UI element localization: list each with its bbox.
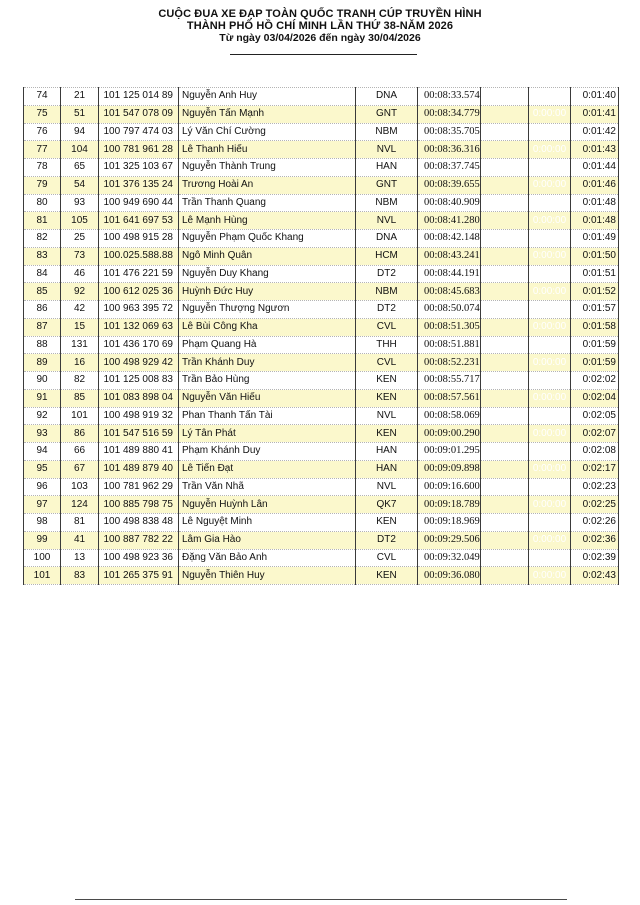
rider-name-cell: Trần Bảo Hùng <box>179 372 356 390</box>
blank-cell <box>481 460 529 478</box>
gap-cell: 0:01:49 <box>571 230 619 248</box>
blank-cell <box>481 194 529 212</box>
team-code-cell: NVL <box>356 212 418 230</box>
hidden-time-cell: 0:00:00 <box>529 301 571 319</box>
uci-id-cell: 101 489 879 40 <box>99 460 179 478</box>
blank-cell <box>481 354 529 372</box>
blank-cell <box>481 336 529 354</box>
time-cell: 00:09:09.898 <box>418 460 481 478</box>
bib-number-cell: 83 <box>61 567 99 585</box>
bib-number-cell: 104 <box>61 141 99 159</box>
hidden-time-cell: 0:00:00 <box>529 283 571 301</box>
blank-cell <box>481 425 529 443</box>
team-code-cell: CVL <box>356 549 418 567</box>
rank-cell: 78 <box>24 159 61 177</box>
rider-name-cell: Nguyễn Anh Huy <box>179 88 356 106</box>
table-row <box>24 230 619 248</box>
team-code-cell: DT2 <box>356 531 418 549</box>
time-cell: 00:08:36.316 <box>418 141 481 159</box>
hidden-time-cell: 0:00:00 <box>529 247 571 265</box>
blank-cell <box>481 123 529 141</box>
time-cell: 00:08:58.069 <box>418 407 481 425</box>
gap-cell: 0:02:05 <box>571 407 619 425</box>
hidden-time-cell: 0:00:00 <box>529 443 571 461</box>
bib-number-cell: 92 <box>61 283 99 301</box>
blank-cell <box>481 549 529 567</box>
uci-id-cell: 101 641 697 53 <box>99 212 179 230</box>
gap-cell: 0:01:48 <box>571 212 619 230</box>
gap-cell: 0:01:51 <box>571 265 619 283</box>
bib-number-cell: 16 <box>61 354 99 372</box>
gap-cell: 0:02:04 <box>571 389 619 407</box>
time-cell: 00:08:41.280 <box>418 212 481 230</box>
rider-name-cell: Nguyễn Tấn Mạnh <box>179 105 356 123</box>
hidden-time-cell: 0:00:00 <box>529 567 571 585</box>
blank-cell <box>481 514 529 532</box>
rider-name-cell: Lê Bùi Công Kha <box>179 318 356 336</box>
team-code-cell: NVL <box>356 478 418 496</box>
time-cell: 00:08:39.655 <box>418 176 481 194</box>
rank-cell: 90 <box>24 372 61 390</box>
gap-cell: 0:01:58 <box>571 318 619 336</box>
time-cell: 00:08:45.683 <box>418 283 481 301</box>
team-code-cell: KEN <box>356 514 418 532</box>
team-code-cell: GNT <box>356 105 418 123</box>
rider-name-cell: Ngô Minh Quân <box>179 247 356 265</box>
blank-cell <box>481 176 529 194</box>
results-table <box>23 87 619 585</box>
table-row <box>24 176 619 194</box>
uci-id-cell: 101 125 014 89 <box>99 88 179 106</box>
uci-id-cell: 100 887 782 22 <box>99 531 179 549</box>
table-row <box>24 336 619 354</box>
gap-cell: 0:02:26 <box>571 514 619 532</box>
title-line-1: CUỘC ĐUA XE ĐẠP TOÀN QUỐC TRANH CÚP TRUYỀN HÌNH <box>158 8 482 20</box>
blank-cell <box>481 301 529 319</box>
team-code-cell: NBM <box>356 283 418 301</box>
time-cell: 00:08:42.148 <box>418 230 481 248</box>
rank-cell: 88 <box>24 336 61 354</box>
bib-number-cell: 25 <box>61 230 99 248</box>
table-row <box>24 88 619 106</box>
gap-cell: 0:02:23 <box>571 478 619 496</box>
uci-id-cell: 101 132 069 63 <box>99 318 179 336</box>
rank-cell: 76 <box>24 123 61 141</box>
team-code-cell: CVL <box>356 318 418 336</box>
rank-cell: 81 <box>24 212 61 230</box>
table-row <box>24 496 619 514</box>
gap-cell: 0:01:44 <box>571 159 619 177</box>
team-code-cell: NVL <box>356 141 418 159</box>
hidden-time-cell: 0:00:00 <box>529 496 571 514</box>
uci-id-cell: 100 949 690 44 <box>99 194 179 212</box>
gap-cell: 0:01:52 <box>571 283 619 301</box>
uci-id-cell: 100 498 923 36 <box>99 549 179 567</box>
bib-number-cell: 86 <box>61 425 99 443</box>
bib-number-cell: 46 <box>61 265 99 283</box>
hidden-time-cell: 0:00:00 <box>529 318 571 336</box>
bib-number-cell: 105 <box>61 212 99 230</box>
bib-number-cell: 131 <box>61 336 99 354</box>
rank-cell: 96 <box>24 478 61 496</box>
blank-cell <box>481 531 529 549</box>
blank-cell <box>481 372 529 390</box>
table-row <box>24 478 619 496</box>
blank-cell <box>481 318 529 336</box>
time-cell: 00:09:16.600 <box>418 478 481 496</box>
uci-id-cell: 101 547 516 59 <box>99 425 179 443</box>
rank-cell: 80 <box>24 194 61 212</box>
blank-cell <box>481 230 529 248</box>
time-cell: 00:09:01.295 <box>418 443 481 461</box>
blank-cell <box>481 265 529 283</box>
hidden-time-cell: 0:00:00 <box>529 123 571 141</box>
table-row <box>24 141 619 159</box>
table-row <box>24 460 619 478</box>
rank-cell: 85 <box>24 283 61 301</box>
gap-cell: 0:02:36 <box>571 531 619 549</box>
time-cell: 00:08:37.745 <box>418 159 481 177</box>
rank-cell: 95 <box>24 460 61 478</box>
bib-number-cell: 15 <box>61 318 99 336</box>
team-code-cell: GNT <box>356 176 418 194</box>
blank-cell <box>481 496 529 514</box>
gap-cell: 0:01:46 <box>571 176 619 194</box>
blank-cell <box>481 212 529 230</box>
table-row <box>24 105 619 123</box>
table-row <box>24 443 619 461</box>
team-code-cell: KEN <box>356 425 418 443</box>
rider-name-cell: Lê Thanh Hiếu <box>179 141 356 159</box>
gap-cell: 0:01:57 <box>571 301 619 319</box>
results-table-wrapper <box>23 87 618 585</box>
team-code-cell: THH <box>356 336 418 354</box>
rider-name-cell: Trần Thanh Quang <box>179 194 356 212</box>
team-code-cell: DNA <box>356 230 418 248</box>
rank-cell: 92 <box>24 407 61 425</box>
rider-name-cell: Lê Mạnh Hùng <box>179 212 356 230</box>
hidden-time-cell: 0:00:00 <box>529 389 571 407</box>
hidden-time-cell: 0:00:00 <box>529 514 571 532</box>
bib-number-cell: 103 <box>61 478 99 496</box>
table-row <box>24 318 619 336</box>
title-line-2: THÀNH PHỐ HỒ CHÍ MINH LẦN THỨ 38-NĂM 2026 <box>186 20 454 32</box>
hidden-time-cell: 0:00:00 <box>529 212 571 230</box>
rider-name-cell: Nguyễn Văn Hiếu <box>179 389 356 407</box>
gap-cell: 0:02:25 <box>571 496 619 514</box>
time-cell: 00:08:40.909 <box>418 194 481 212</box>
gap-cell: 0:01:59 <box>571 336 619 354</box>
time-cell: 00:08:44.191 <box>418 265 481 283</box>
team-code-cell: CVL <box>356 354 418 372</box>
blank-cell <box>481 247 529 265</box>
bib-number-cell: 81 <box>61 514 99 532</box>
uci-id-cell: 101 489 880 41 <box>99 443 179 461</box>
team-code-cell: NBM <box>356 194 418 212</box>
team-code-cell: HAN <box>356 460 418 478</box>
uci-id-cell: 100.025.588.88 <box>99 247 179 265</box>
table-row <box>24 212 619 230</box>
results-tbody <box>24 88 619 585</box>
table-row <box>24 159 619 177</box>
bib-number-cell: 54 <box>61 176 99 194</box>
gap-cell: 0:02:43 <box>571 567 619 585</box>
gap-cell: 0:01:41 <box>571 105 619 123</box>
rank-cell: 89 <box>24 354 61 372</box>
uci-id-cell: 101 325 103 67 <box>99 159 179 177</box>
gap-cell: 0:02:08 <box>571 443 619 461</box>
bib-number-cell: 73 <box>61 247 99 265</box>
team-code-cell: DT2 <box>356 301 418 319</box>
team-code-cell: DT2 <box>356 265 418 283</box>
table-row <box>24 514 619 532</box>
uci-id-cell: 100 963 395 72 <box>99 301 179 319</box>
blank-cell <box>481 141 529 159</box>
rank-cell: 74 <box>24 88 61 106</box>
hidden-time-cell: 0:00:00 <box>529 460 571 478</box>
rider-name-cell: Phạm Khánh Duy <box>179 443 356 461</box>
blank-cell <box>481 443 529 461</box>
rank-cell: 75 <box>24 105 61 123</box>
header-divider-line <box>230 54 417 55</box>
uci-id-cell: 101 376 135 24 <box>99 176 179 194</box>
time-cell: 00:08:51.881 <box>418 336 481 354</box>
blank-cell <box>481 159 529 177</box>
uci-id-cell: 101 083 898 04 <box>99 389 179 407</box>
table-row <box>24 407 619 425</box>
uci-id-cell: 100 498 838 48 <box>99 514 179 532</box>
rider-name-cell: Trần Văn Nhã <box>179 478 356 496</box>
table-row <box>24 567 619 585</box>
rank-cell: 100 <box>24 549 61 567</box>
table-row <box>24 372 619 390</box>
rider-name-cell: Trần Khánh Duy <box>179 354 356 372</box>
hidden-time-cell: 0:00:00 <box>529 141 571 159</box>
footer-divider-line <box>75 899 567 900</box>
team-code-cell: KEN <box>356 372 418 390</box>
gap-cell: 0:01:48 <box>571 194 619 212</box>
bib-number-cell: 82 <box>61 372 99 390</box>
rider-name-cell: Nguyễn Huỳnh Lân <box>179 496 356 514</box>
hidden-time-cell: 0:00:00 <box>529 265 571 283</box>
uci-id-cell: 100 781 962 29 <box>99 478 179 496</box>
bib-number-cell: 93 <box>61 194 99 212</box>
blank-cell <box>481 283 529 301</box>
bib-number-cell: 51 <box>61 105 99 123</box>
document-header <box>0 8 640 44</box>
time-cell: 00:08:55.717 <box>418 372 481 390</box>
bib-number-cell: 21 <box>61 88 99 106</box>
table-row <box>24 389 619 407</box>
uci-id-cell: 101 265 375 91 <box>99 567 179 585</box>
hidden-time-cell: 0:00:00 <box>529 336 571 354</box>
rider-name-cell: Nguyễn Thượng Ngươn <box>179 301 356 319</box>
bib-number-cell: 94 <box>61 123 99 141</box>
rider-name-cell: Nguyễn Phạm Quốc Khang <box>179 230 356 248</box>
uci-id-cell: 100 498 915 28 <box>99 230 179 248</box>
time-cell: 00:08:51.305 <box>418 318 481 336</box>
blank-cell <box>481 389 529 407</box>
rank-cell: 83 <box>24 247 61 265</box>
bib-number-cell: 66 <box>61 443 99 461</box>
hidden-time-cell: 0:00:00 <box>529 159 571 177</box>
bib-number-cell: 65 <box>61 159 99 177</box>
team-code-cell: NVL <box>356 407 418 425</box>
table-row <box>24 265 619 283</box>
rank-cell: 93 <box>24 425 61 443</box>
time-cell: 00:08:50.074 <box>418 301 481 319</box>
rider-name-cell: Nguyễn Thiên Huy <box>179 567 356 585</box>
table-row <box>24 123 619 141</box>
rank-cell: 94 <box>24 443 61 461</box>
gap-cell: 0:01:40 <box>571 88 619 106</box>
hidden-time-cell: 0:00:00 <box>529 425 571 443</box>
team-code-cell: HAN <box>356 443 418 461</box>
time-cell: 00:08:33.574 <box>418 88 481 106</box>
rank-cell: 79 <box>24 176 61 194</box>
bib-number-cell: 13 <box>61 549 99 567</box>
blank-cell <box>481 407 529 425</box>
uci-id-cell: 100 781 961 28 <box>99 141 179 159</box>
team-code-cell: HAN <box>356 159 418 177</box>
uci-id-cell: 101 125 008 83 <box>99 372 179 390</box>
uci-id-cell: 100 498 929 42 <box>99 354 179 372</box>
rider-name-cell: Lê Tiến Đạt <box>179 460 356 478</box>
table-row <box>24 549 619 567</box>
rank-cell: 91 <box>24 389 61 407</box>
rank-cell: 84 <box>24 265 61 283</box>
team-code-cell: NBM <box>356 123 418 141</box>
rank-cell: 86 <box>24 301 61 319</box>
rank-cell: 101 <box>24 567 61 585</box>
bib-number-cell: 101 <box>61 407 99 425</box>
time-cell: 00:08:34.779 <box>418 105 481 123</box>
rank-cell: 98 <box>24 514 61 532</box>
hidden-time-cell: 0:00:00 <box>529 230 571 248</box>
title-line-3: Từ ngày 03/04/2026 đến ngày 30/04/2026 <box>219 32 421 44</box>
bib-number-cell: 85 <box>61 389 99 407</box>
time-cell: 00:09:32.049 <box>418 549 481 567</box>
table-row <box>24 354 619 372</box>
time-cell: 00:09:18.969 <box>418 514 481 532</box>
hidden-time-cell: 0:00:00 <box>529 194 571 212</box>
time-cell: 00:09:36.080 <box>418 567 481 585</box>
rider-name-cell: Lê Nguyệt Minh <box>179 514 356 532</box>
uci-id-cell: 100 498 919 32 <box>99 407 179 425</box>
uci-id-cell: 101 476 221 59 <box>99 265 179 283</box>
gap-cell: 0:01:50 <box>571 247 619 265</box>
table-row <box>24 194 619 212</box>
gap-cell: 0:02:02 <box>571 372 619 390</box>
gap-cell: 0:01:59 <box>571 354 619 372</box>
gap-cell: 0:02:17 <box>571 460 619 478</box>
table-row <box>24 425 619 443</box>
team-code-cell: HCM <box>356 247 418 265</box>
time-cell: 00:08:43.241 <box>418 247 481 265</box>
hidden-time-cell: 0:00:00 <box>529 372 571 390</box>
bib-number-cell: 124 <box>61 496 99 514</box>
time-cell: 00:09:18.789 <box>418 496 481 514</box>
rank-cell: 87 <box>24 318 61 336</box>
gap-cell: 0:02:07 <box>571 425 619 443</box>
rider-name-cell: Đặng Văn Bảo Anh <box>179 549 356 567</box>
gap-cell: 0:01:43 <box>571 141 619 159</box>
uci-id-cell: 101 547 078 09 <box>99 105 179 123</box>
rider-name-cell: Lâm Gia Hào <box>179 531 356 549</box>
team-code-cell: DNA <box>356 88 418 106</box>
gap-cell: 0:02:39 <box>571 549 619 567</box>
rank-cell: 97 <box>24 496 61 514</box>
table-row <box>24 247 619 265</box>
rank-cell: 99 <box>24 531 61 549</box>
blank-cell <box>481 478 529 496</box>
bib-number-cell: 42 <box>61 301 99 319</box>
uci-id-cell: 100 885 798 75 <box>99 496 179 514</box>
time-cell: 00:08:57.561 <box>418 389 481 407</box>
rider-name-cell: Phạm Quang Hà <box>179 336 356 354</box>
hidden-time-cell: 0:00:00 <box>529 407 571 425</box>
blank-cell <box>481 88 529 106</box>
rider-name-cell: Lý Tân Phát <box>179 425 356 443</box>
time-cell: 00:09:29.506 <box>418 531 481 549</box>
bib-number-cell: 41 <box>61 531 99 549</box>
time-cell: 00:08:35.705 <box>418 123 481 141</box>
rider-name-cell: Phan Thanh Tấn Tài <box>179 407 356 425</box>
blank-cell <box>481 105 529 123</box>
team-code-cell: KEN <box>356 389 418 407</box>
hidden-time-cell: 0:00:00 <box>529 176 571 194</box>
rank-cell: 77 <box>24 141 61 159</box>
rider-name-cell: Huỳnh Đức Huy <box>179 283 356 301</box>
table-row <box>24 301 619 319</box>
bib-number-cell: 67 <box>61 460 99 478</box>
rider-name-cell: Nguyễn Duy Khang <box>179 265 356 283</box>
team-code-cell: KEN <box>356 567 418 585</box>
team-code-cell: QK7 <box>356 496 418 514</box>
table-row <box>24 531 619 549</box>
uci-id-cell: 100 612 025 36 <box>99 283 179 301</box>
rider-name-cell: Nguyễn Thành Trung <box>179 159 356 177</box>
uci-id-cell: 101 436 170 69 <box>99 336 179 354</box>
hidden-time-cell: 0:00:00 <box>529 354 571 372</box>
blank-cell <box>481 567 529 585</box>
rider-name-cell: Lý Văn Chí Cường <box>179 123 356 141</box>
hidden-time-cell: 0:00:00 <box>529 478 571 496</box>
table-row <box>24 283 619 301</box>
hidden-time-cell: 0:00:00 <box>529 531 571 549</box>
hidden-time-cell: 0:00:00 <box>529 105 571 123</box>
rider-name-cell: Trương Hoài An <box>179 176 356 194</box>
hidden-time-cell: 0:00:00 <box>529 88 571 106</box>
uci-id-cell: 100 797 474 03 <box>99 123 179 141</box>
time-cell: 00:09:00.290 <box>418 425 481 443</box>
gap-cell: 0:01:42 <box>571 123 619 141</box>
time-cell: 00:08:52.231 <box>418 354 481 372</box>
rank-cell: 82 <box>24 230 61 248</box>
hidden-time-cell: 0:00:00 <box>529 549 571 567</box>
